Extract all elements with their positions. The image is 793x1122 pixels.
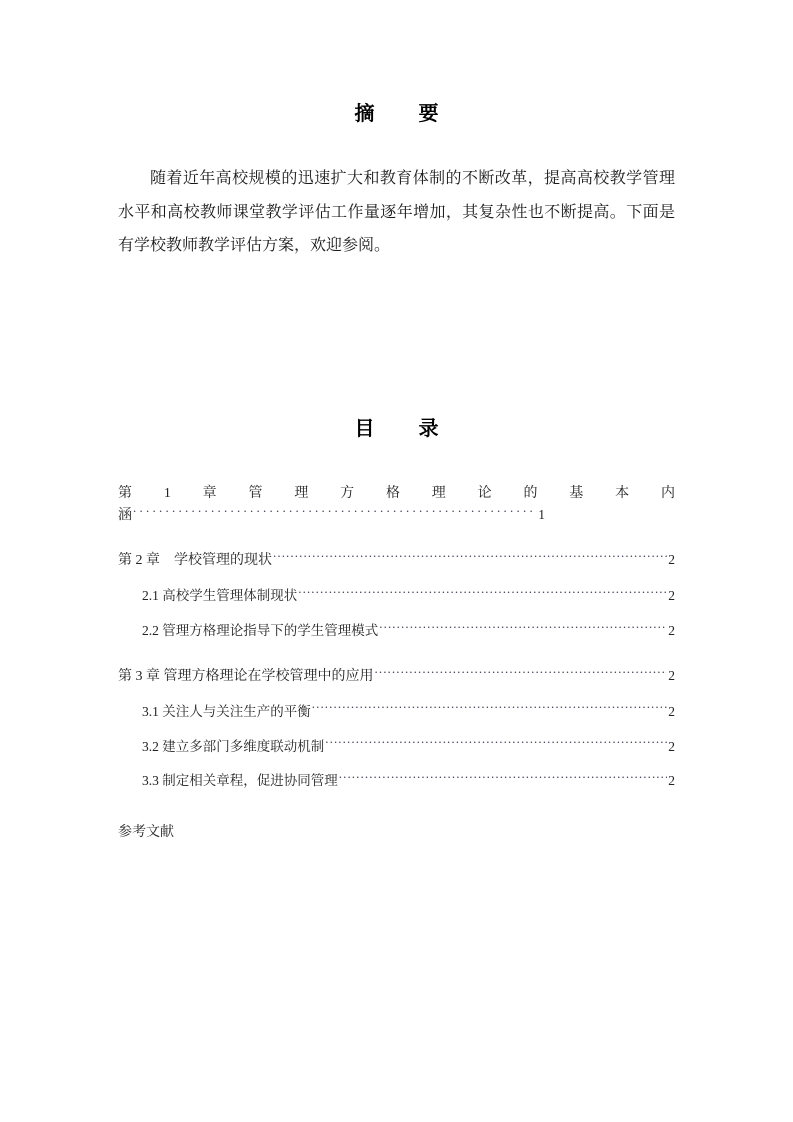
toc-dot-leader <box>325 737 667 751</box>
toc-page-number: 2 <box>668 552 675 568</box>
toc-heading: 目 录 <box>354 418 451 440</box>
toc-entry-title: 2.1 高校学生管理体制现状 <box>142 588 298 604</box>
toc-dot-leader <box>375 666 668 680</box>
toc-entry-char: 方 <box>340 486 355 501</box>
toc-entry-section-3-3[interactable] <box>118 771 675 792</box>
toc-dot-leader <box>339 772 668 786</box>
toc-entry-char: 第 <box>118 486 132 501</box>
toc-entry-chapter-1-line1 <box>118 483 675 505</box>
toc-entry-section-3-2[interactable] <box>118 737 675 758</box>
toc-page-number: 1 <box>538 506 545 522</box>
toc-entry-chapter-1[interactable] <box>118 483 675 526</box>
toc-dot-leader <box>273 550 667 564</box>
toc-entry-char: 理 <box>431 486 446 501</box>
toc-entry-char: 基 <box>569 486 584 501</box>
toc-dot-leader <box>133 505 537 519</box>
toc-entry-char: 理 <box>294 486 309 501</box>
toc-entry-char: 格 <box>385 486 400 501</box>
toc-entry-section-2-1[interactable] <box>118 586 675 607</box>
toc-entry-title: 3.3 制定相关章程，促进协同管理 <box>142 773 338 789</box>
toc-page-number: 2 <box>668 703 675 719</box>
toc-entry-title: 3.2 建立多部门多维度联动机制 <box>142 738 325 754</box>
toc-dot-leader <box>312 702 668 716</box>
abstract-heading: 摘 要 <box>354 103 451 125</box>
abstract-body-text: 随着近年高校规模的迅速扩大和教育体制的不断改革，提高高校教学管理水平和高校教师课堂教学评估工作量逐年增加，其复杂性也不断提高。下面是有学校教师教学评估方案，欢迎参阅。 <box>118 170 675 255</box>
abstract-section <box>118 100 675 263</box>
toc-entry-char: 章 <box>202 486 217 501</box>
toc-entry-references[interactable]: 参考文献 <box>118 825 174 841</box>
toc-dot-leader <box>379 621 667 635</box>
toc-entry-title: 第 2 章 学校管理的现状 <box>118 553 272 569</box>
toc-entry-char: 的 <box>523 486 538 501</box>
toc-page-number: 2 <box>668 588 675 604</box>
toc-dot-leader <box>298 587 667 601</box>
toc-entry-section-3-1[interactable] <box>118 702 675 723</box>
toc-page-number: 2 <box>668 773 675 789</box>
toc-page-number: 2 <box>668 622 675 638</box>
toc-entry-chapter-1-line2 <box>118 505 545 527</box>
toc-entry-section-2-2[interactable] <box>118 621 675 642</box>
toc-entry-title: 涵 <box>118 507 132 523</box>
table-of-contents-section <box>118 415 675 844</box>
toc-entry-char: 管 <box>248 486 263 501</box>
toc-page-number: 2 <box>668 738 675 754</box>
toc-entry-char: 本 <box>615 486 630 501</box>
toc-entry-title: 第 3 章 管理方格理论在学校管理中的应用 <box>118 668 374 684</box>
toc-page-number: 2 <box>668 667 675 683</box>
toc-entry-chapter-2[interactable] <box>118 550 675 572</box>
toc-entry-chapter-3[interactable] <box>118 666 675 688</box>
toc-entry-char: 论 <box>477 486 492 501</box>
toc-entry-char: 1 <box>163 486 171 501</box>
toc-entry-list <box>118 483 675 844</box>
toc-entry-title: 2.2 管理方格理论指导下的学生管理模式 <box>142 622 379 638</box>
toc-entry-char: 内 <box>660 486 675 501</box>
toc-entry-title: 3.1 关注人与关注生产的平衡 <box>142 703 311 719</box>
